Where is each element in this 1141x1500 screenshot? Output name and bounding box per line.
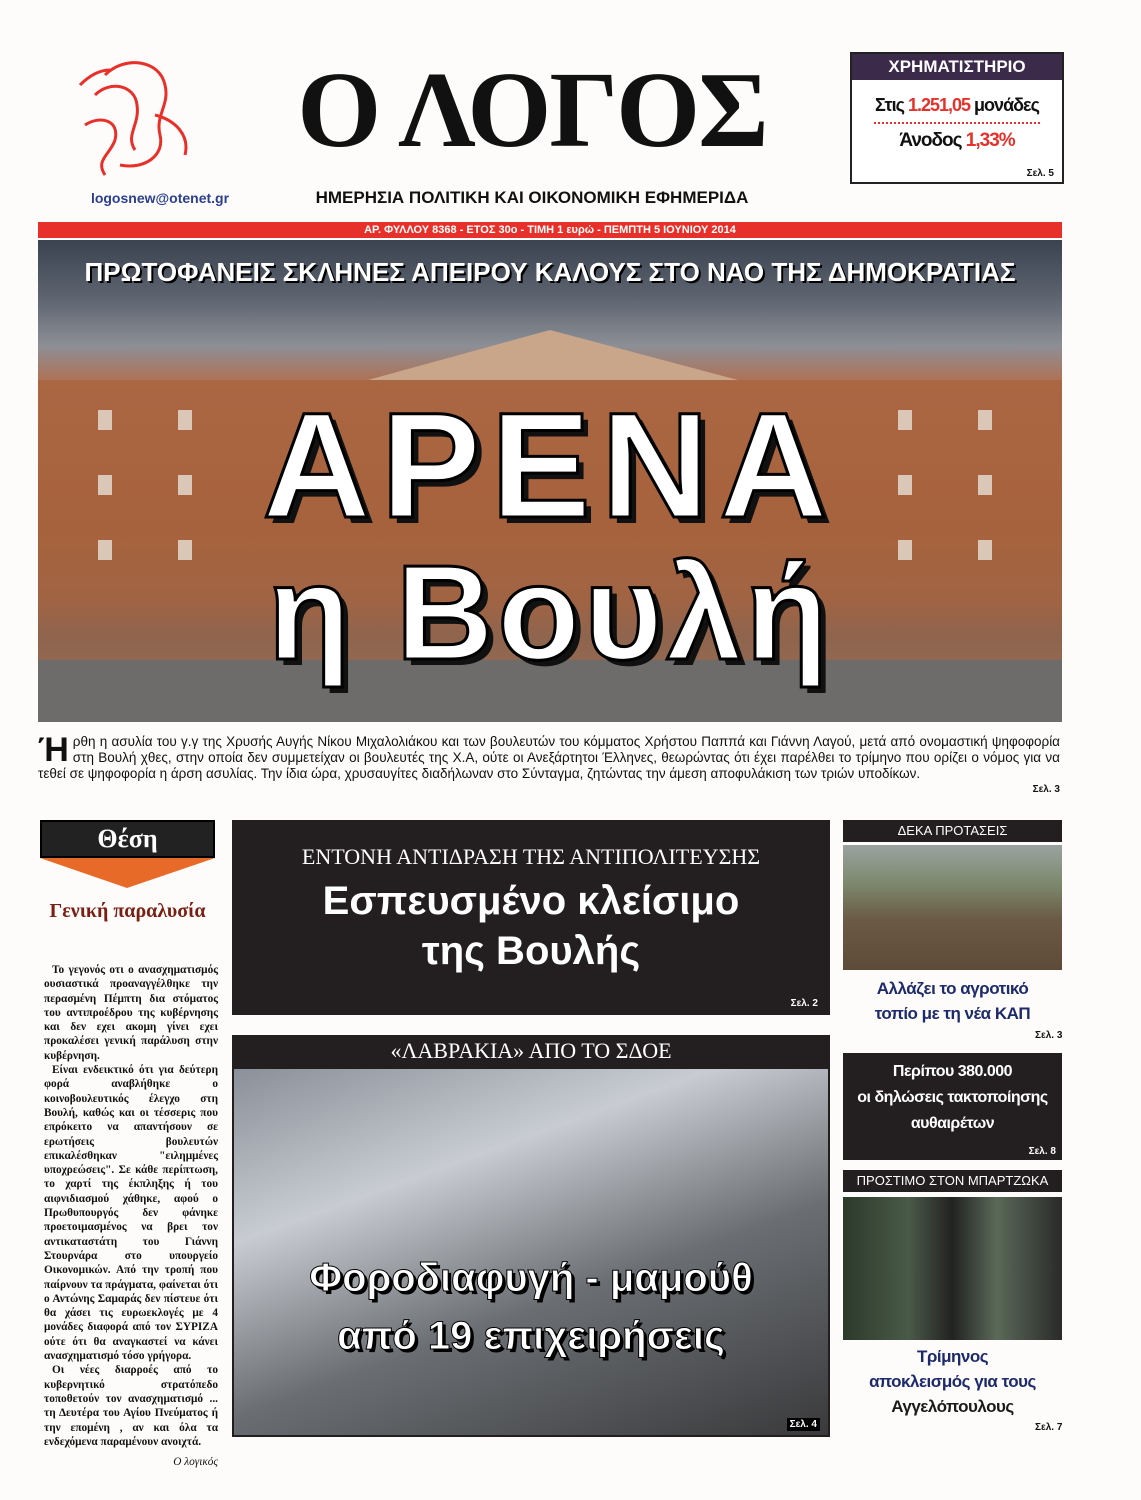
issue-info-strip: ΑΡ. ΦΥΛΛΟΥ 8368 - ΕΤΟΣ 30ο - ΤΙΜΗ 1 ευρώ - ΠΕΜΠΤΗ 5 ΙΟΥΝΙΟΥ 2014 [38, 222, 1062, 238]
column-label-text: Θέση [40, 820, 215, 858]
headline-line: από 19 επιχειρήσεις [337, 1314, 725, 1358]
tractor-photo [843, 845, 1062, 970]
page-ref: Σελ. 3 [1035, 1030, 1063, 1041]
orange-triangle [40, 858, 215, 888]
story-tax-evasion[interactable] [232, 1035, 830, 1437]
story-parliament-closure[interactable] [232, 820, 830, 1015]
logo-emblem [65, 55, 205, 180]
story-headline[interactable] [843, 976, 1062, 1026]
column-paragraph: Οι νέες διαρροές από το κυβερνητικό στρατόπεδο τοποθετούν τον ανασχηματισμό ... τη Δευτέρα του Αγίου Πνεύματος ή την επομένη , αν και όλα τα ενδεχόμενα παραμένουν ανοιχτά. [44, 1364, 218, 1448]
parliament-photo [38, 240, 1062, 722]
stock-header: ΧΡΗΜΑΤΙΣΤΗΡΙΟ [852, 54, 1062, 80]
page-ref: Σελ. 3 [1032, 784, 1060, 795]
page-ref: Σελ. 5 [1026, 168, 1054, 179]
page-ref: Σελ. 7 [1035, 1422, 1063, 1433]
stock-index-line [852, 94, 1062, 116]
headline-line: Εσπευσμένο κλείσιμο [322, 879, 740, 923]
column-label [40, 820, 215, 888]
column-body [44, 963, 218, 1469]
story-kicker: ΠΡΟΣΤΙΜΟ ΣΤΟΝ ΜΠΑΡΤΖΩΚΑ [843, 1170, 1062, 1192]
lead-headline-1: ΑΡΕΝΑ [262, 381, 838, 549]
angelopoulos-photo [843, 1197, 1062, 1340]
headline-line: Περίπου 380.000 [892, 1063, 1013, 1080]
headline-line: Αγγελόπουλους [891, 1397, 1014, 1416]
lead-headline-2: η Βουλή [267, 537, 833, 688]
dotted-divider [874, 122, 1040, 124]
stock-unit: μονάδες [974, 95, 1039, 115]
story-headline [234, 1249, 828, 1365]
column-title: Γενική παραλυσία [49, 900, 206, 922]
stock-change-line [852, 130, 1062, 152]
headline-line: Τρίμηνος [916, 1347, 989, 1366]
story-headline [843, 1053, 1062, 1137]
headline-line: Αλλάζει το αγροτικό [876, 979, 1029, 998]
page-ref: Σελ. 8 [1028, 1146, 1056, 1157]
story-kicker: ΔΕΚΑ ΠΡΟΤΑΣΕΙΣ [843, 820, 1062, 842]
headline-line: οι δηλώσεις τακτοποίησης [857, 1089, 1048, 1106]
stock-change-label: Άνοδος [899, 130, 962, 151]
story-unauthorized-buildings[interactable] [843, 1053, 1062, 1160]
masthead-subtitle: ΗΜΕΡΗΣΙΑ ΠΟΛΙΤΙΚΗ ΚΑΙ ΟΙΚΟΝΟΜΙΚΗ ΕΦΗΜΕΡΙΔΑ [315, 188, 749, 207]
column-signature: Ο λογικός [173, 1456, 218, 1469]
lead-text: ρθη η ασυλία του γ.γ της Χρυσής Αυγής Νίκου Μιχαλολιάκου και των βουλευτών του κόμματος Χρήστου Παππά και Γιάννη Λαγού, μετά από ονομαστική ψηφοφορία στη Βουλή χθες, στην οποία δεν συμμετείχαν οι βουλευτές της Χ.Α, ούτε οι Ανεξάρτητοι Έλληνες, θεωρώντας ότι έχει παρέλθει το τρίμηνο που ορίζει ο νόμος για να τεθεί σε ψηφοφορία η άρση ασυλίας. Την ίδια ώρα, χρυσαυγίτες διαδήλωναν στο Σύνταγμα, ζητώντας την άμεση αποφυλάκιση των τριών υποδίκων. [38, 734, 1060, 781]
headline-line: τοπίο με τη νέα ΚΑΠ [874, 1004, 1031, 1023]
sdoe-building-photo [234, 1069, 828, 1435]
headline-line: αυθαιρέτων [910, 1115, 995, 1132]
contact-email[interactable]: logosnew@otenet.gr [90, 190, 230, 206]
story-kicker: «ΛΑΒΡΑΚΙΑ» ΑΠΟ ΤΟ ΣΔΟΕ [390, 1038, 672, 1063]
stock-market-box [850, 52, 1064, 184]
stock-change: 1,33% [965, 130, 1015, 151]
masthead-title: Ο ΛΟΓΟΣ [297, 51, 767, 170]
dropcap: Ή [38, 731, 69, 769]
headline-line: Φοροδιαφυγή - μαμούθ [309, 1256, 753, 1300]
lead-kicker: ΠΡΩΤΟΦΑΝΕΙΣ ΣΚΛΗΝΕΣ ΑΠΕΙΡΟΥ ΚΑΛΟΥΣ ΣΤΟ ΝΑΟ ΤΗΣ ΔΗΜΟΚΡΑΤΙΑΣ [84, 257, 1016, 287]
page-ref: Σελ. 2 [790, 998, 818, 1009]
column-paragraph: Είναι ενδεικτικό ότι για δεύτερη φορά αναβλήθηκε ο κοινοβουλευτικός έλεγχο στη Βουλή, καθώς και οι τέσσερις που επρόκειτο να απαντήσουν σε ερωτήσεις βουλευτών επικαλέσθηκαν "ειλημμένες υποχρεώσεις". Σε κάθε περίπτωση, το χαρτί της έκπληξης ή του αιφνιδιασμού χάθηκε, αφού ο Πρωθυπουργός δεν φάνηκε προετοιμασμένος να βρει τον αντικαταστάτη του Γιάννη Στουρνάρα στο υπουργείο Οικονομικών. Από την τροπή που παίρνουν τα πράγματα, φαίνεται ότι ο Αντώνης Σαμαράς δεν πίστευε ότι θα χάσει τις ευρωεκλογές με 4 μονάδες διαφορά από τον ΣΥΡΙΖΑ ούτε ότι θα αναγκαστεί να κάνει ανασχηματισμό τόσο γρήγορα. [44, 1064, 218, 1363]
stock-value: 1.251,05 [907, 95, 971, 115]
story-headline [232, 876, 830, 976]
story-headline[interactable] [843, 1344, 1062, 1419]
page-ref: Σελ. 4 [787, 1418, 820, 1431]
headline-line: αποκλεισμός για τους [869, 1372, 1036, 1391]
lead-body [38, 731, 1060, 798]
stock-pre: Στις [875, 95, 904, 115]
story-kicker: ΕΝΤΟΝΗ ΑΝΤΙΔΡΑΣΗ ΤΗΣ ΑΝΤΙΠΟΛΙΤΕΥΣΗΣ [301, 844, 761, 869]
headline-line: της Βουλής [421, 929, 641, 973]
column-paragraph: Το γεγονός οτι ο ανασχηματισμός ουσιαστικά προαναγγέλθηκε την περασμένη Πέμπτη δια στόματος του αντιπροέδρου της κυβέρνησης και δεν εχει ακομη γίνει εχει προκαλέσει γενική παράλυση στην κυβέρνηση. [44, 964, 218, 1062]
